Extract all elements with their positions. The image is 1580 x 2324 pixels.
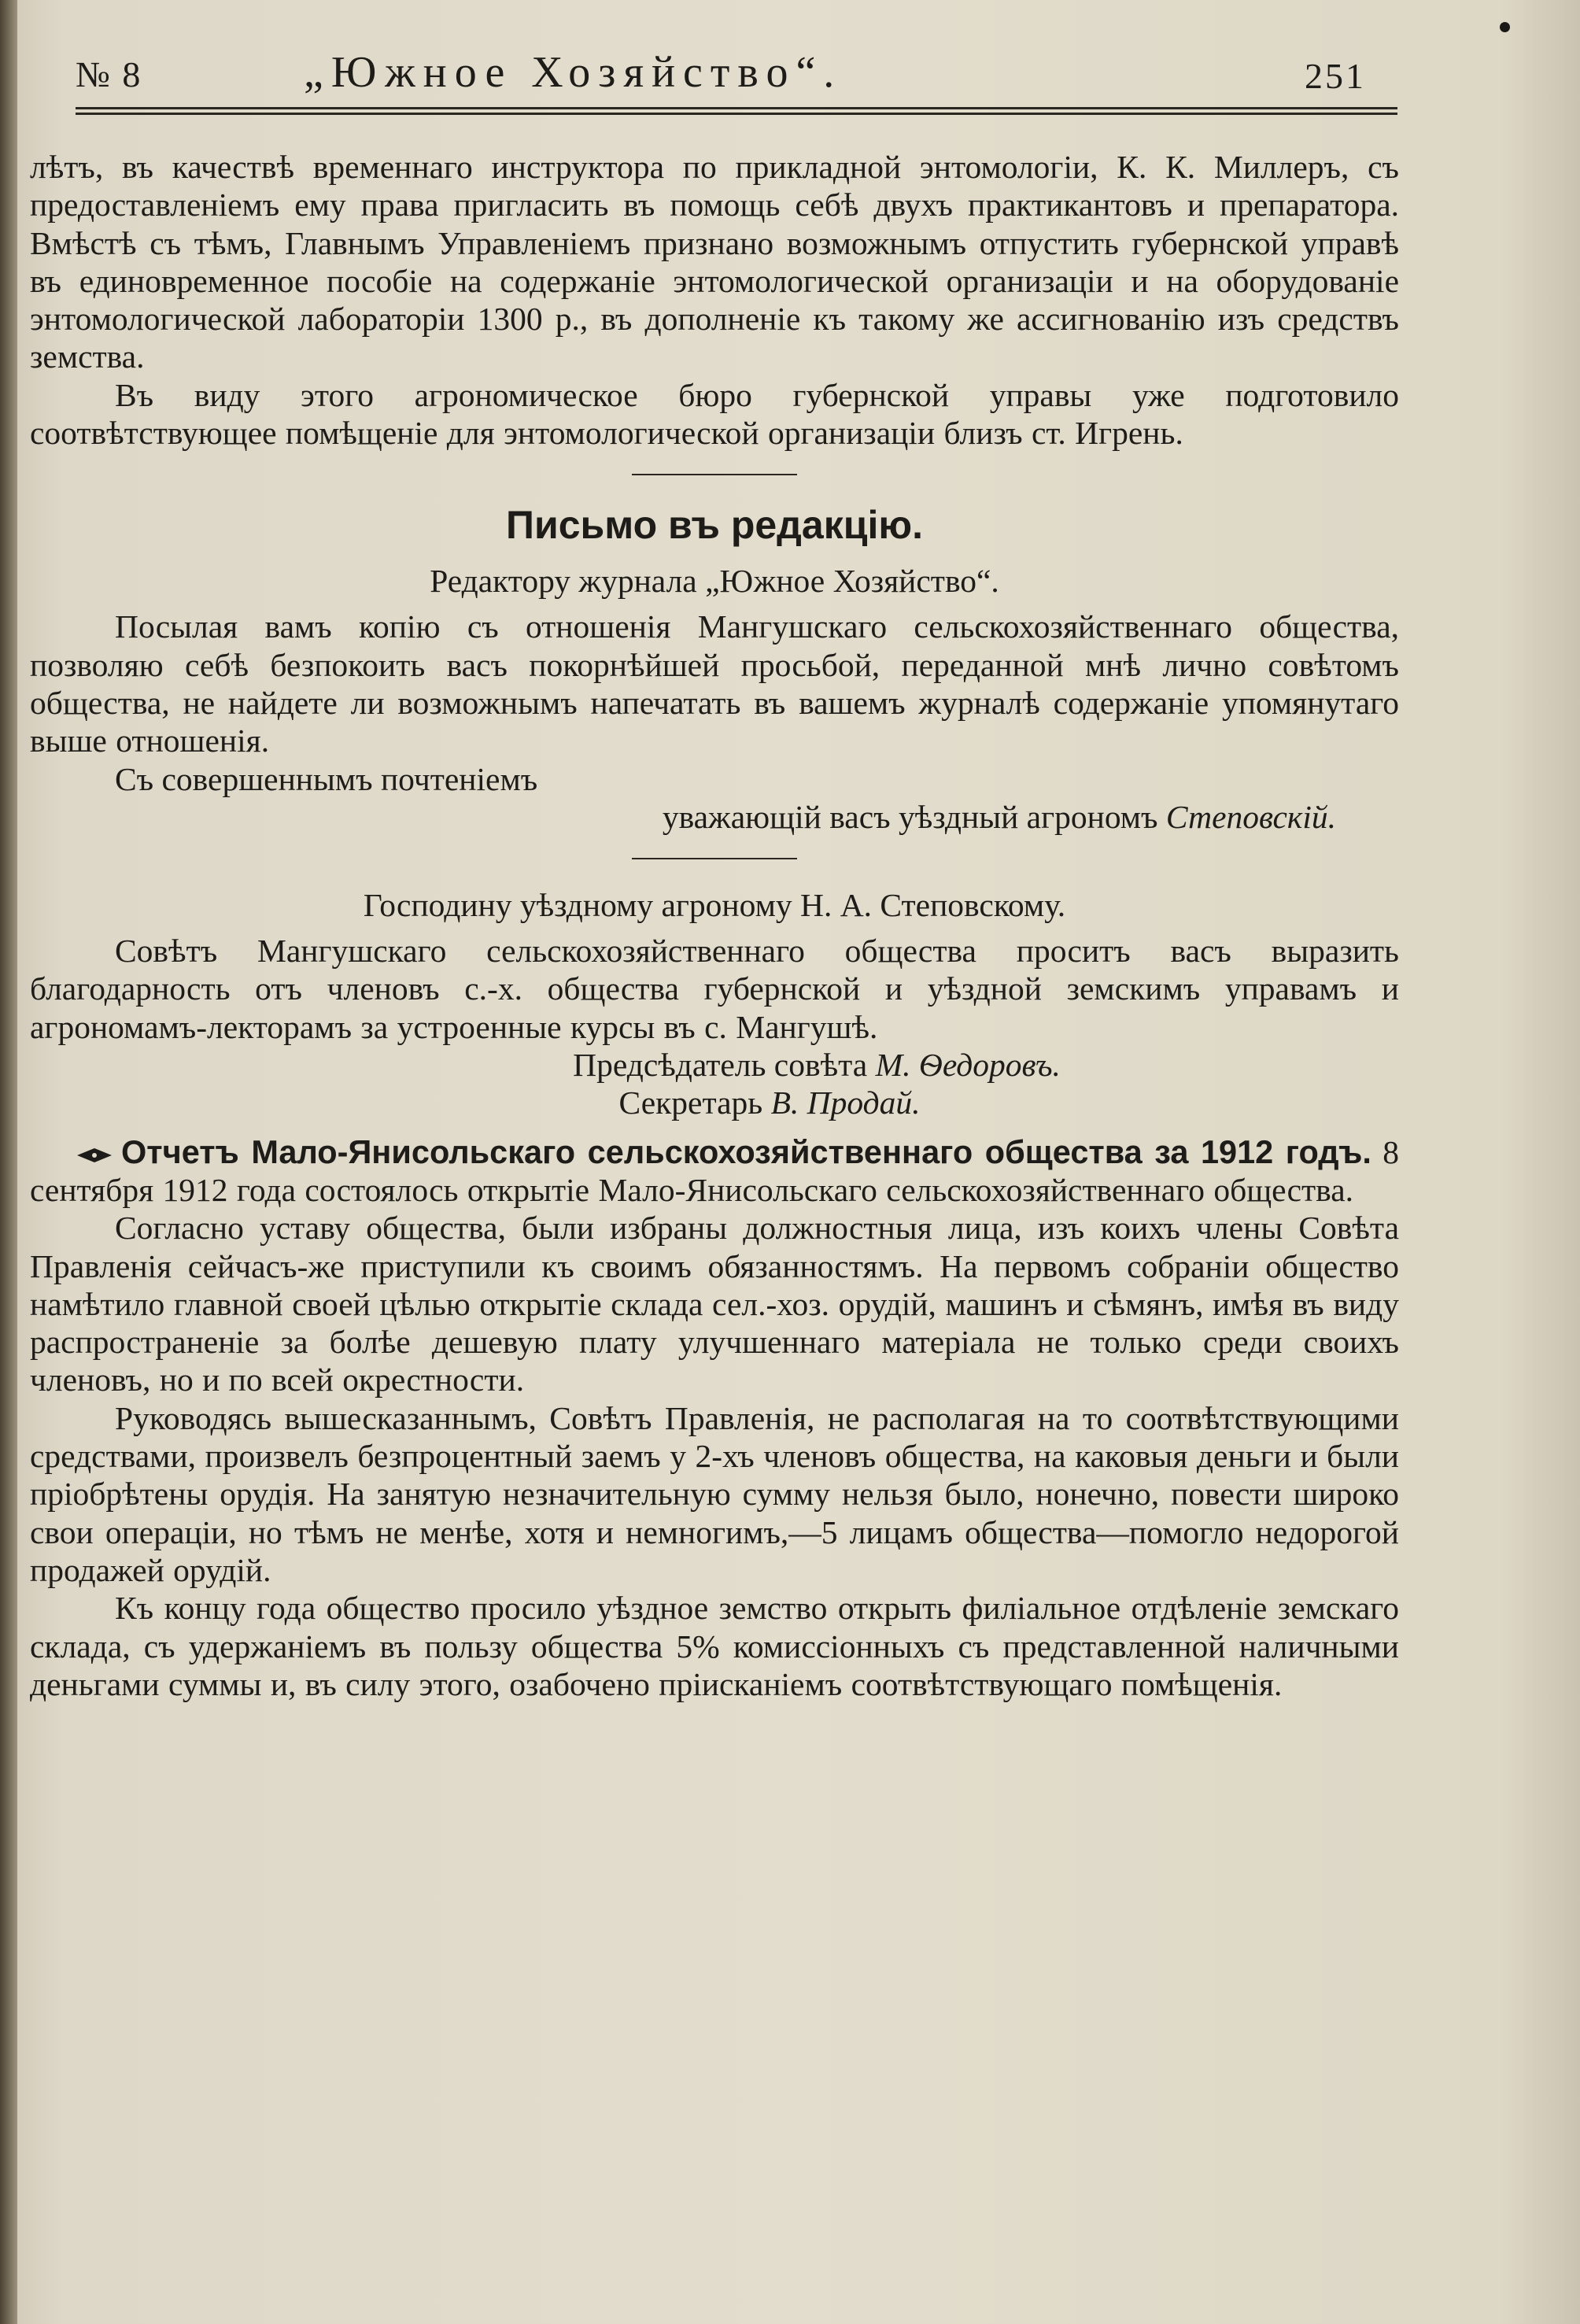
report-first-sentence: 8 сентября 1912 года состоялось открытіе Мало-Янисольскаго сельскохозяйственнаго общества. xyxy=(30,1133,1399,1208)
header-rule-top xyxy=(76,107,1397,109)
section-divider xyxy=(632,858,797,859)
signature-name: Степовскій. xyxy=(1165,798,1336,835)
intro-paragraph-1: лѣтъ, въ качествѣ временнаго инструктора по прикладной энтомологіи, К. К. Миллеръ, съ предоставленіемъ ему права пригласить въ помощь себѣ двухъ практикантовъ и препаратора. Вмѣстѣ съ тѣмъ, Главнымъ Управленіемъ признано возможнымъ отпустить губернской управѣ въ единовременное пособіе на содержаніе энтомологической организаціи и на оборудованіе энтомологической лабораторіи 1300 р., въ дополненіе къ такому же ассигнованію изъ средствъ земства. xyxy=(30,149,1399,375)
section-mark-icon xyxy=(77,1133,112,1171)
letter-closing-block xyxy=(30,760,1399,837)
journal-title: „Южное Хозяйство“. xyxy=(304,48,843,97)
report-opening xyxy=(30,1133,1399,1210)
chair-signature xyxy=(30,1046,1399,1084)
book-spine-shadow xyxy=(0,0,17,2324)
relation-signatures xyxy=(30,1046,1399,1122)
ink-dot xyxy=(1500,22,1510,32)
page-number: 251 xyxy=(1305,56,1366,96)
letter-closing: Съ совершеннымъ почтеніемъ xyxy=(115,760,538,797)
relation-body: Совѣтъ Мангушскаго сельскохозяйственнаго общества проситъ васъ выразить благодарность отъ членовъ с.-х. общества губернской и уѣздной земскимъ управамъ и агрономамъ-лекторамъ за устроенные курсы въ с. Мангушѣ. xyxy=(30,933,1399,1045)
letter-heading: Письмо въ редакцію. xyxy=(506,503,923,548)
letter-addressee: Редактору журнала „Южное Хозяйство“. xyxy=(430,563,999,600)
header-rule-bottom xyxy=(76,113,1397,115)
report-heading: Отчетъ Мало-Янисольскаго сельскохозяйственнаго общества за 1912 годъ. xyxy=(121,1132,1371,1170)
chair-title: Предсѣдатель совѣта xyxy=(573,1047,868,1084)
relation-addressee: Господину уѣздному агроному Н. А. Степовскому. xyxy=(363,887,1066,924)
article-body xyxy=(30,148,1399,1703)
secretary-name: В. Продай. xyxy=(770,1084,921,1121)
letter-signature xyxy=(30,798,1399,836)
report-paragraph-2: Руководясь вышесказаннымъ, Совѣтъ Правленія, не располагая на то соотвѣтствующими средствами, произвелъ безпроцентный заемъ у 2-хъ членовъ общества, на каковыя деньги и были пріобрѣтены орудія. На занятую незначительную сумму нельзя было, нонечно, повести широко свои операціи, но тѣмъ не менѣе, хотя и немногимъ,—5 лицамъ общества—помогло недорогой продажей орудій. xyxy=(30,1399,1399,1588)
issue-number: № 8 xyxy=(76,54,142,94)
signature-prefix: уважающій васъ уѣздный агрономъ xyxy=(662,798,1158,835)
report-paragraph-1: Согласно уставу общества, были избраны должностныя лица, изъ коихъ члены Совѣта Правленія сейчасъ-же приступили къ своимъ обязанностямъ. На первомъ собраніи общество намѣтило главной своей цѣлью открытіе склада сел.-хоз. орудій, машинъ и сѣмянъ, имѣя въ виду распространеніе за болѣе дешевую плату улучшеннаго матеріала не только среди своихъ членовъ, но и по всей окрестности. xyxy=(30,1210,1399,1398)
section-divider xyxy=(632,474,797,475)
report-paragraph-3: Къ концу года общество просило уѣздное земство открыть филіальное отдѣленіе земскаго склада, съ удержаніемъ въ пользу общества 5% комиссіонныхъ съ представленной наличными деньгами суммы и, въ силу этого, озабочено пріисканіемъ соотвѣтствующаго помѣщенія. xyxy=(30,1590,1399,1702)
secretary-signature xyxy=(30,1084,1399,1121)
chair-name: М. Ѳедоровъ. xyxy=(875,1047,1061,1084)
secretary-title: Секретарь xyxy=(618,1084,763,1121)
running-header xyxy=(76,48,1397,109)
letter-body: Посылая вамъ копію съ отношенія Мангушскаго сельскохозяйственнаго общества, позволяю себѣ безпокоить васъ покорнѣйшей просьбой, переданной мнѣ лично совѣтомъ общества, не найдете ли возможнымъ напечатать въ вашемъ журналѣ содержаніе упомянутаго выше отношенія. xyxy=(30,608,1399,759)
intro-paragraph-2: Въ виду этого агрономическое бюро губернской управы уже подготовило соотвѣтствующее помѣщеніе для энтомологической организаціи близъ ст. Игрень. xyxy=(30,376,1399,452)
